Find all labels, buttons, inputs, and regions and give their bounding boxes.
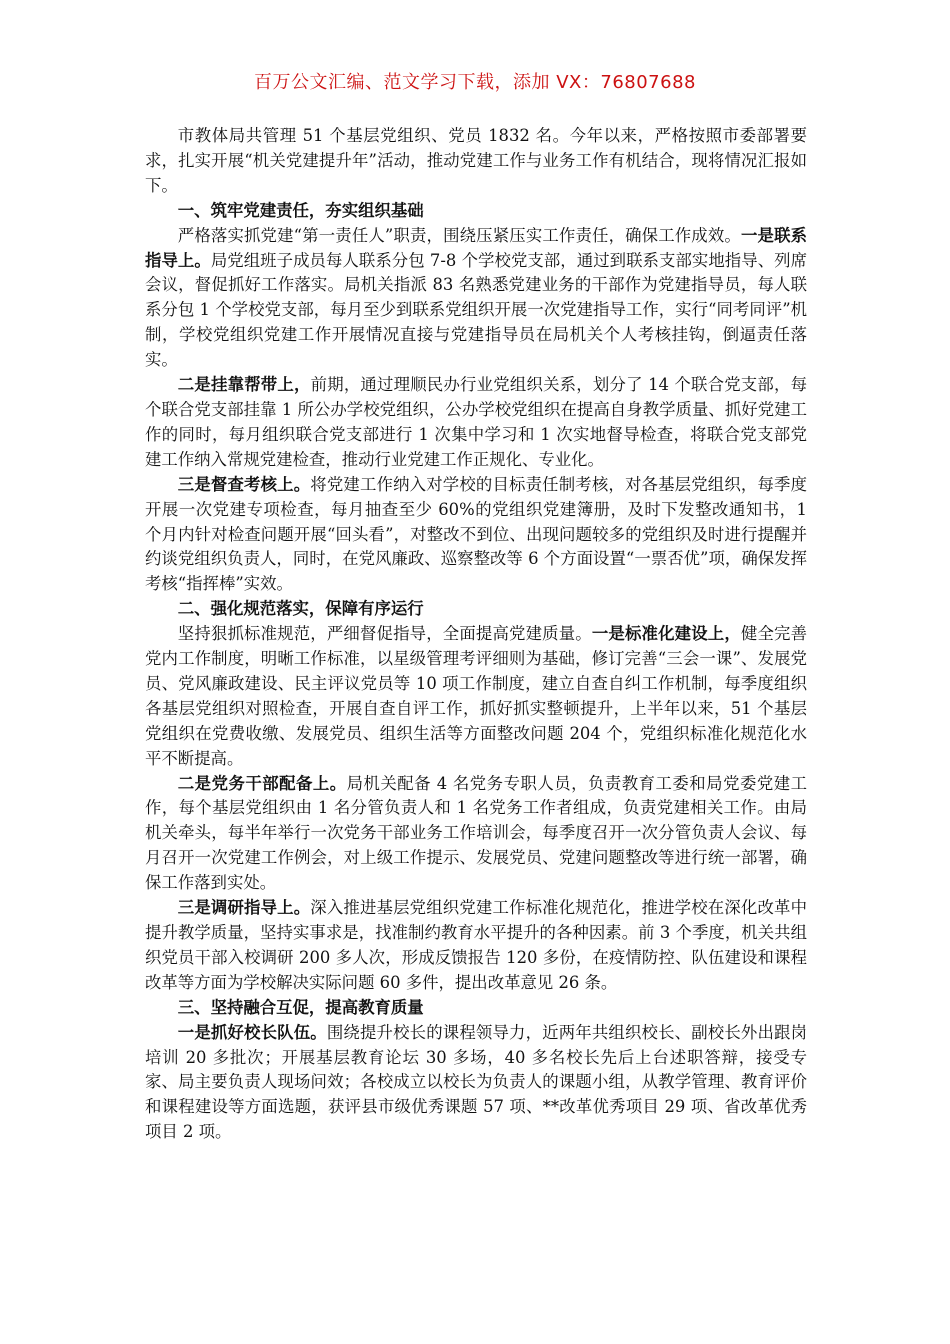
paragraph-text: 深入推进基层党组织党建工作标准化规范化，推进学校在深化改革中提升教学质量，坚持实事求是，找准制约教育水平提升的各种因素。前 3 个季度，机关共组织党员干部入校调研 200 多人次，形成反馈报告 120 多份，在疫情防控、队伍建设和课程改革等方面为学校解决实际问题 60 多件，提出改革意见 26 条。 xyxy=(145,898,807,992)
paragraph-lead: 一是联系指导上。 xyxy=(145,225,808,270)
watermark-banner: 百万公文汇编、范文学习下载，添加 VX：76807688 xyxy=(254,72,696,93)
section-heading-1: 一、筑牢党建责任，夯实组织基础 xyxy=(177,200,424,220)
paragraph-lead: 一是抓好校长队伍。 xyxy=(177,1022,327,1042)
paragraph-text: 将党建工作纳入对学校的目标责任制考核，对各基层党组织，每季度开展一次党建专项检查，每月抽查至少 60%的党组织党建簿册，及时下发整改通知书，1 个月内针对检查问题开展“回头看”，对整改不到位、出现问题较多的党组织及时进行提醒并约谈党组织负责人，同时，在党风廉政、巡察整改等 6 个方面设置“一票否优”项，确保发挥考核“指挥棒”实效。 xyxy=(145,474,807,594)
paragraph-text: 前期，通过理顺民办行业党组织关系，划分了 14 个联合党支部，每个联合党支部挂靠 1 所公办学校党组织，公办学校党组织在提高自身教学质量、抓好党建工作的同时，每月组织联合党支部进行 1 次集中学习和 1 次实地督导检查，将联合党支部党建工作纳入常规党建检查，推动行业党建工作正规化、专业化。 xyxy=(145,375,807,469)
paragraph-lead: 二是党务干部配备上。 xyxy=(177,773,347,793)
paragraph xyxy=(145,473,807,598)
paragraph xyxy=(145,772,807,897)
document-body xyxy=(145,124,807,1145)
paragraph xyxy=(145,622,807,771)
intro-paragraph: 市教体局共管理 51 个基层党组织、党员 1832 名。今年以来，严格按照市委部署要求，扎实开展“机关党建提升年”活动，推动党建工作与业务工作有机结合，现将情况汇报如下。 xyxy=(145,126,807,195)
paragraph-text: 严格落实抓党建“第一责任人”职责，围绕压紧压实工作责任，确保工作成效。 xyxy=(177,225,741,245)
paragraph-text: 健全完善党内工作制度，明晰工作标准，以星级管理考评细则为基础，修订完善“三会一课”、发展党员、党风廉政建设、民主评议党员等 10 项工作制度，建立自查自纠工作机制，每季度组织各基层党组织对照检查，开展自查自评工作，抓好抓实整顿提升，上半年以来，51 个基层党组织在党费收缴、发展党员、组织生活等方面整改问题 204 个，党组织标准化规范化水平不断提高。 xyxy=(145,624,807,768)
paragraph xyxy=(145,896,807,996)
paragraph-text: 坚持狠抓标准规范，严细督促指导，全面提高党建质量。 xyxy=(177,624,592,644)
section-heading-3: 三、坚持融合互促，提高教育质量 xyxy=(177,997,424,1017)
paragraph-text: 局党组班子成员每人联系分包 7-8 个学校党支部，通过到联系支部实地指导、列席会议，督促抓好工作落实。局机关指派 83 名熟悉党建业务的干部作为党建指导员，每人联系分包 1 个学校党支部，每月至少到联系党组织开展一次党建指导工作，实行“同考同评”机制，学校党组织党建工作开展情况直接与党建指导员在局机关个人考核挂钩，倒逼责任落实。 xyxy=(145,250,807,370)
paragraph-lead: 一是标准化建设上， xyxy=(591,624,741,644)
paragraph xyxy=(145,1021,807,1146)
paragraph-lead: 二是挂靠帮带上， xyxy=(177,375,311,395)
paragraph xyxy=(145,224,807,373)
paragraph-text: 围绕提升校长的课程领导力，近两年共组织校长、副校长外出跟岗培训 20 多批次；开展基层教育论坛 30 多场，40 多名校长先后上台述职答辩，接受专家、局主要负责人现场问效；各校成立以校长为负责人的课题小组，从教学管理、教育评价和课程建设等方面选题，获评县市级优秀课题 57 项、**改革优秀项目 29 项、省改革优秀项目 2 项。 xyxy=(145,1022,807,1142)
section-heading-2: 二、强化规范落实，保障有序运行 xyxy=(177,599,424,619)
paragraph-text: 局机关配备 4 名党务专职人员，负责教育工委和局党委党建工作，每个基层党组织由 1 名分管负责人和 1 名党务工作者组成，负责党建相关工作。由局机关牵头，每半年举行一次党务干部业务工作培训会，每季度召开一次分管负责人会议、每月召开一次党建工作例会，对上级工作提示、发展党员、党建问题整改等进行统一部署，确保工作落到实处。 xyxy=(145,773,807,893)
paragraph-lead: 三是督查考核上。 xyxy=(177,474,311,494)
paragraph-lead: 三是调研指导上。 xyxy=(177,898,311,918)
paragraph xyxy=(145,373,807,473)
